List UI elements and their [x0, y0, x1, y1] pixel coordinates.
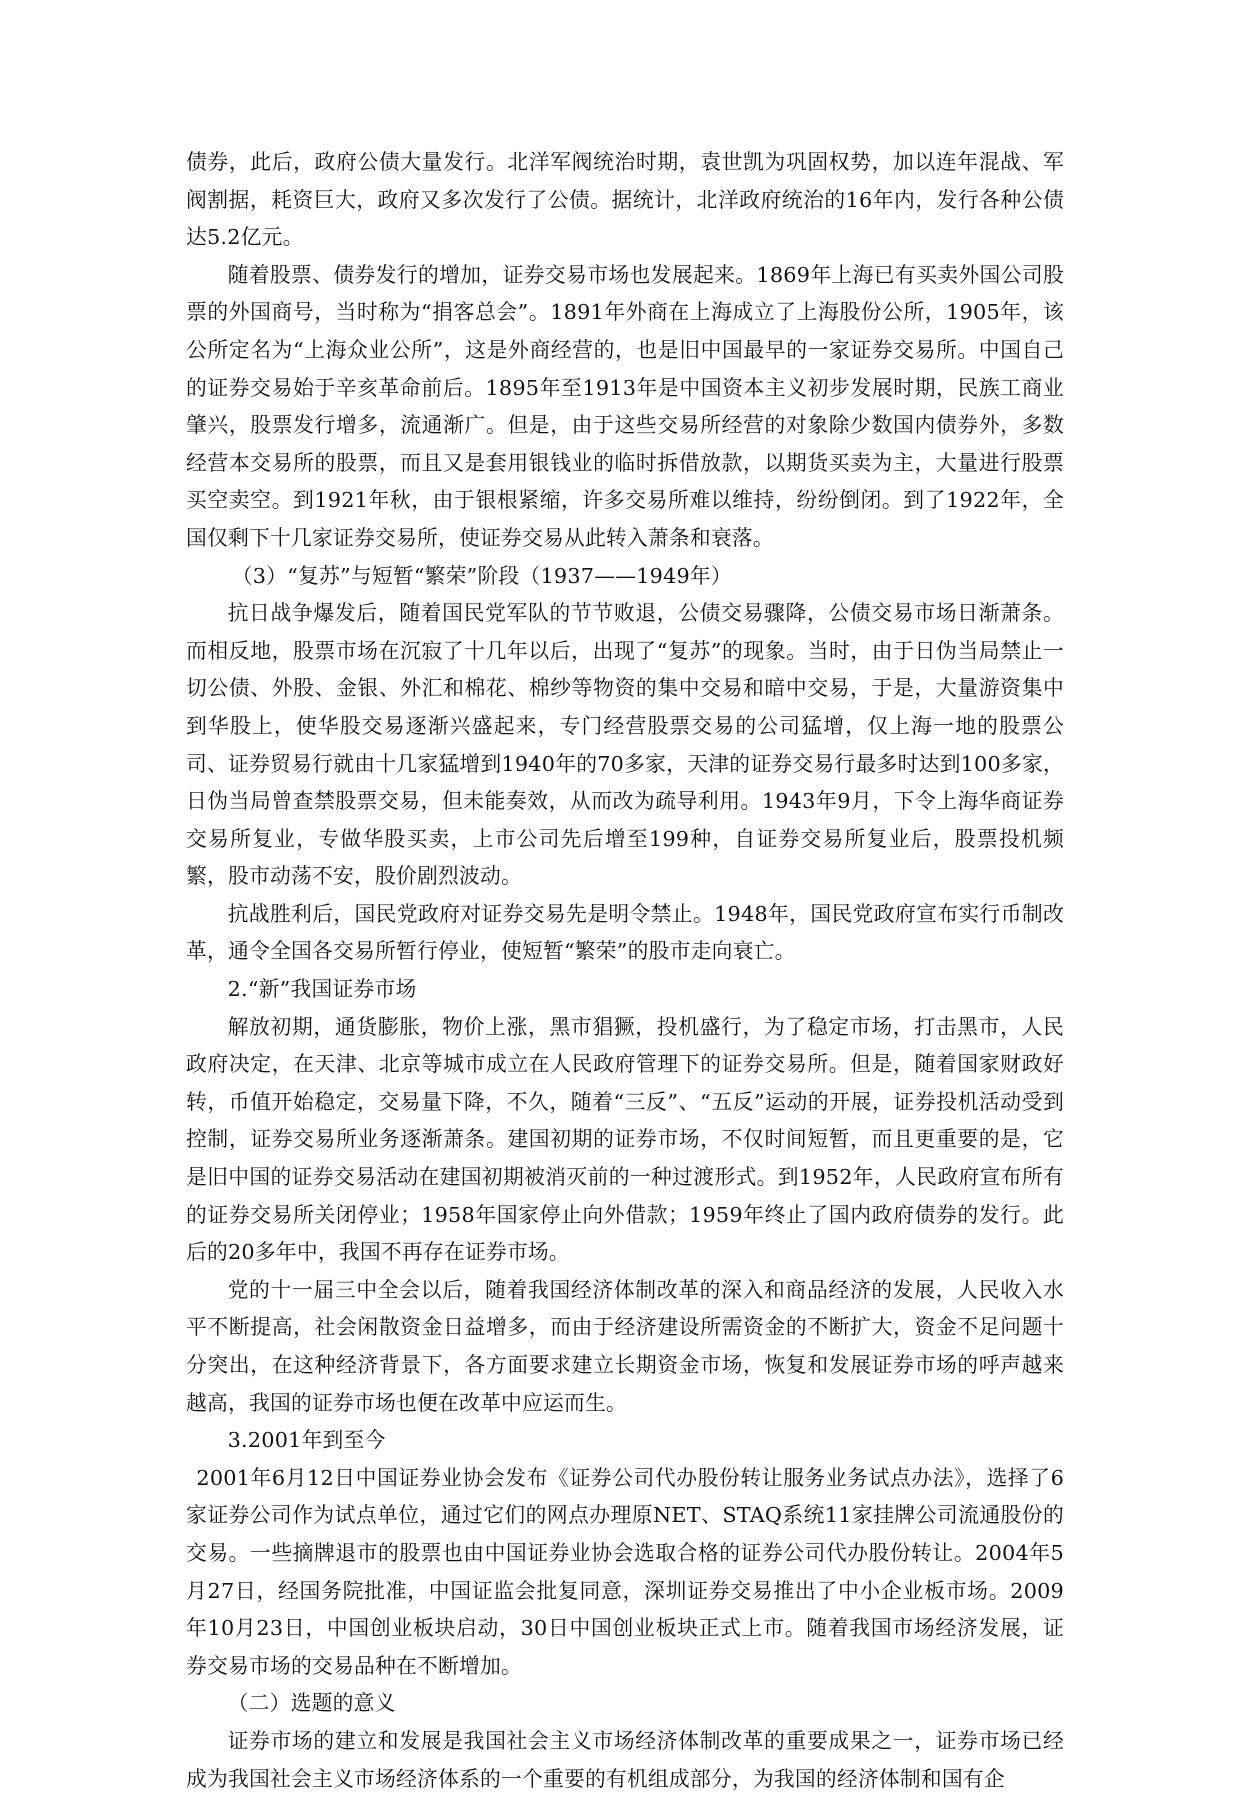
paragraph-1: 债券，此后，政府公债大量发行。北洋军阀统治时期，袁世凯为巩固权势，加以连年混战、军阀割据，耗资巨大，政府又多次发行了公债。据统计，北洋政府统治的16年内，发行各种公债达5.2亿元。: [186, 150, 1064, 250]
paragraph-5: 解放初期，通货膨胀，物价上涨，黑市猖獗，投机盛行，为了稳定市场，打击黑市，人民政府决定，在天津、北京等城市成立在人民政府管理下的证券交易所。但是，随着国家财政好转，币值开始稳定，交易量下降，不久，随着“三反”、“五反”运动的开展，证券投机活动受到控制，证券交易所业务逐渐萧条。建国初期的证券市场，不仅时间短暂，而且更重要的是，它是旧中国的证券交易活动在建国初期被消灭前的一种过渡形式。到1952年，人民政府宣布所有的证券交易所关闭停业；1958年国家停止向外借款；1959年终止了国内政府债券的发行。此后的20多年中，我国不再存在证券市场。: [186, 1014, 1064, 1265]
paragraph-6: 党的十一届三中全会以后，随着我国经济体制改革的深入和商品经济的发展，人民收入水平不断提高，社会闲散资金日益增多，而由于经济建设所需资金的不断扩大，资金不足问题十分突出，在这种经济背景下，各方面要求建立长期资金市场，恢复和发展证券市场的呼声越来越高，我国的证券市场也便在改革中应运而生。: [186, 1277, 1064, 1415]
paragraph-7: 2001年6月12日中国证券业协会发布《证券公司代办股份转让服务业务试点办法》，选择了6家证券公司作为试点单位，通过它们的网点办理原NET、STAQ系统11家挂牌公司流通股份的交易。一些摘牌退市的股票也由中国证券业协会选取合格的证券公司代办股份转让。2004年5月27日，经国务院批准，中国证监会批复同意，深圳证券交易推出了中小企业板市场。2009年10月23日，中国创业板块启动，30日中国创业板块正式上市。随着我国市场经济发展，证券交易市场的交易品种在不断增加。: [186, 1465, 1064, 1678]
document-body: [186, 144, 1064, 1798]
section-heading-recovery: （3）“复苏”与短暂“繁荣”阶段（1937——1949年）: [231, 563, 732, 588]
paragraph-8: 证券市场的建立和发展是我国社会主义市场经济体制改革的重要成果之一，证券市场已经成为我国社会主义市场经济体系的一个重要的有机组成部分，为我国的经济体制和国有企: [186, 1728, 1064, 1791]
paragraph-2: 随着股票、债券发行的增加，证券交易市场也发展起来。1869年上海已有买卖外国公司股票的外国商号，当时称为“捐客总会”。1891年外商在上海成立了上海股份公所，1905年，该公所定名为“上海众业公所”，这是外商经营的，也是旧中国最早的一家证券交易所。中国自己的证券交易始于辛亥革命前后。1895年至1913年是中国资本主义初步发展时期，民族工商业肇兴，股票发行增多，流通渐广。但是，由于这些交易所经营的对象除少数国内债券外，多数经营本交易所的股票，而且又是套用银钱业的临时拆借放款，以期货买卖为主，大量进行股票买空卖空。到1921年秋，由于银根紧缩，许多交易所难以维持，纷纷倒闭。到了1922年，全国仅剩下十几家证券交易所，使证券交易从此转入萧条和衰落。: [186, 262, 1064, 550]
paragraph-3: 抗日战争爆发后，随着国民党军队的节节败退，公债交易骤降，公债交易市场日渐萧条。而相反地，股票市场在沉寂了十几年以后，出现了“复苏”的现象。当时，由于日伪当局禁止一切公债、外股、金银、外汇和棉花、棉纱等物资的集中交易和暗中交易，于是，大量游资集中到华股上，使华股交易逐渐兴盛起来，专门经营股票交易的公司猛增，仅上海一地的股票公司、证券贸易行就由十几家猛增到1940年的70多家，天津的证券交易行最多时达到100多家，日伪当局曾查禁股票交易，但未能奏效，从而改为疏导利用。1943年9月，下令上海华商证券交易所复业，专做华股买卖，上市公司先后增至199种，自证券交易所复业后，股票投机频繁，股市动荡不安，股价剧烈波动。: [186, 601, 1064, 889]
section-heading-2001: 3.2001年到至今: [227, 1428, 386, 1453]
paragraph-4: 抗战胜利后，国民党政府对证券交易先是明令禁止。1948年，国民党政府宣布实行币制改革，通令全国各交易所暂行停业，使短暂“繁荣”的股市走向衰亡。: [186, 901, 1064, 964]
section-heading-new-market: 2.“新”我国证券市场: [227, 977, 417, 1002]
section-heading-significance: （二）选题的意义: [227, 1691, 396, 1716]
